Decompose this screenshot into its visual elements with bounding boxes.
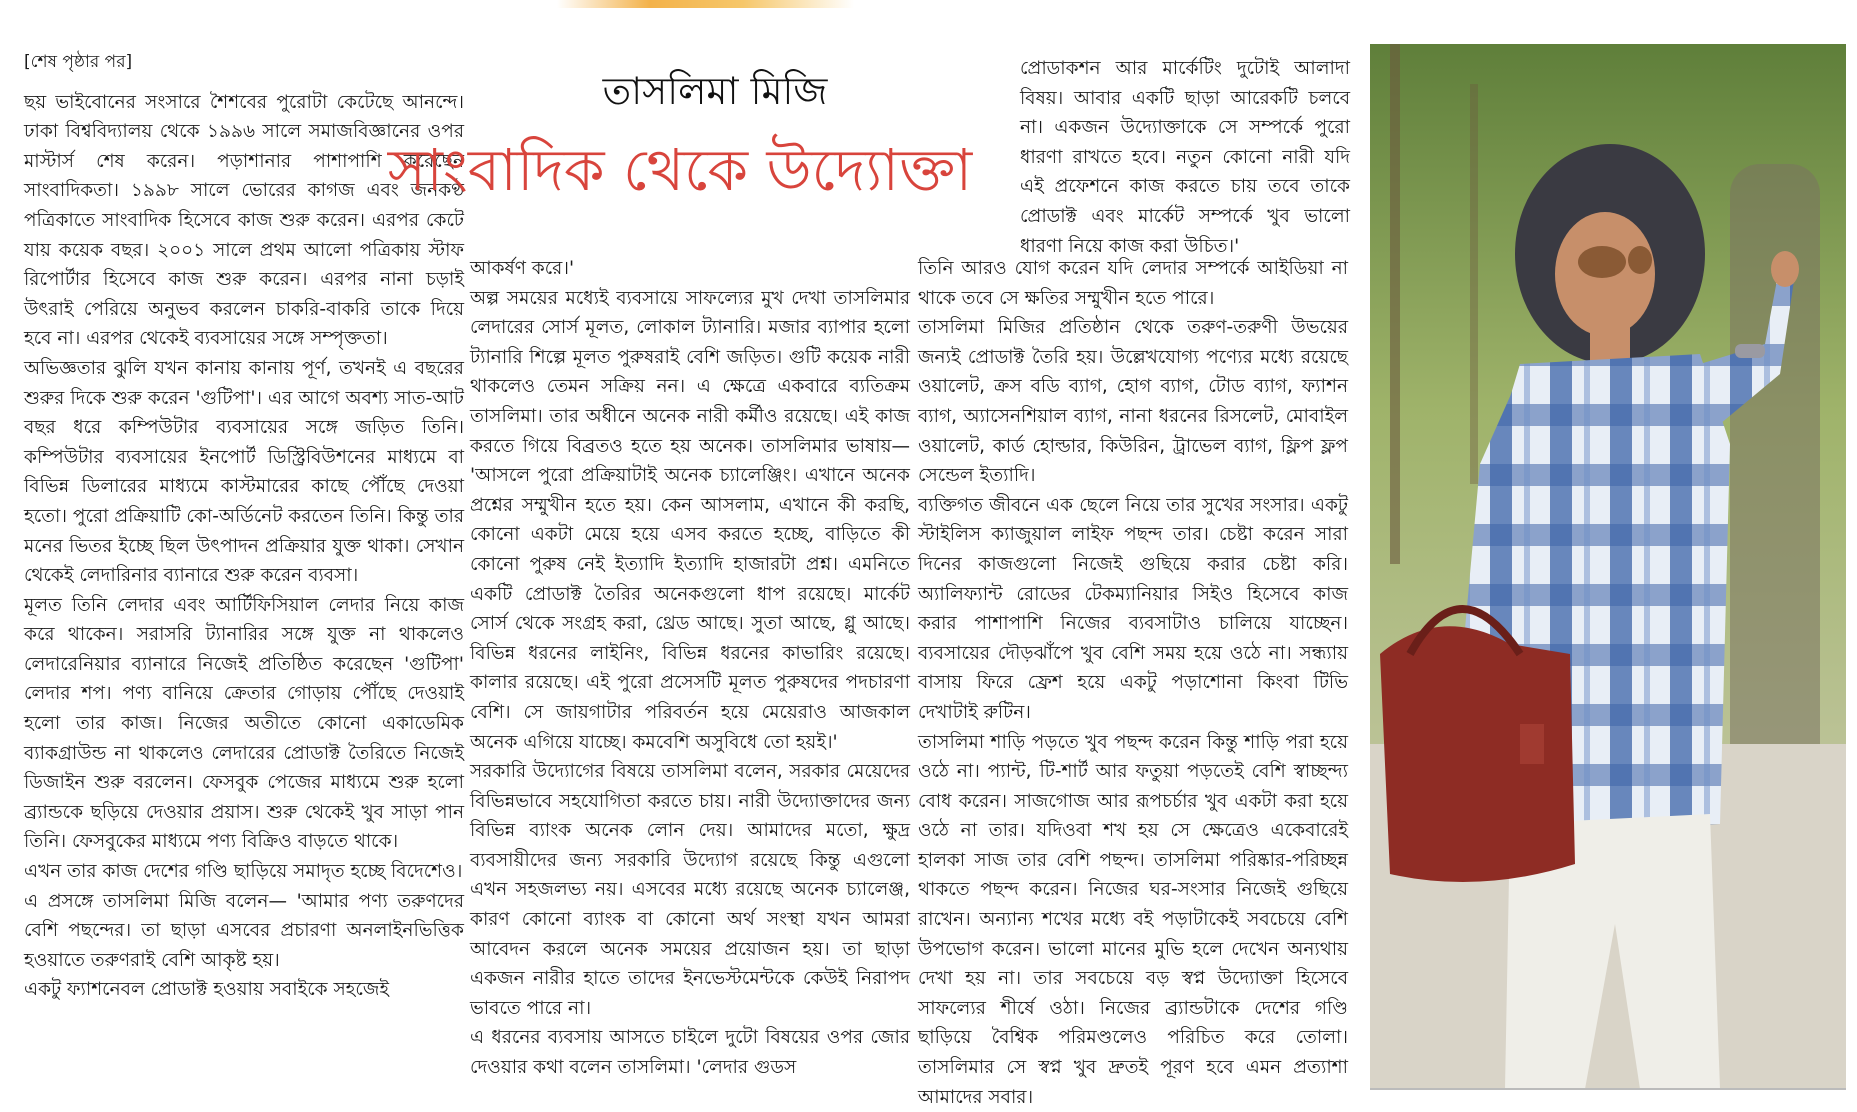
author-name: তাসলিমা মিজি <box>530 62 900 126</box>
article-column-3 <box>918 254 1348 1088</box>
decorative-top-strip <box>0 0 1857 8</box>
portrait-illustration <box>1370 44 1846 1089</box>
paragraph: এ প্রসঙ্গে তাসলিমা মিজি বলেন— 'আমার পণ্য তরুণদের বেশি পছন্দের। তা ছাড়া এসবের প্রচারণা অনলাইনভিত্তিক হওয়াতে তরুণরাই বেশি আকৃষ্ট হয়। <box>24 887 464 976</box>
paragraph: সরকারি উদ্যোগের বিষয়ে তাসলিমা বলেন, সরকার মেয়েদের বিভিন্নভাবে সহযোগিতা করতে চায়। নারী উদ্যোক্তাদের জন্য বিভিন্ন ব্যাংক অনেক লোন দেয়। আমাদের মতো, ক্ষুদ্র ব্যবসায়ীদের জন্য সরকারি উদ্যোগ রয়েছে কিন্তু এগুলো এখন সহজলভ্য নয়। এসবের মধ্যে রয়েছে অনেক চ্যালেঞ্জ, কারণ কোনো ব্যাংক বা কোনো অর্থ সংস্থা যখন আমরা আবেদন করলে অনেক সময়ের প্রয়োজন হয়। তা ছাড়া একজন নারীর হাতে তাদের ইনভেস্টমেন্টকে কেউই নিরাপদ ভাবতে পারে না। <box>470 757 910 1023</box>
paragraph: এখন তার কাজ দেশের গণ্ডি ছাড়িয়ে সমাদৃত হচ্ছে বিদেশেও। <box>24 857 464 887</box>
paragraph: এ ধরনের ব্যবসায় আসতে চাইলে দুটো বিষয়ের ওপর জোর দেওয়ার কথা বলেন তাসলিমা। 'লেদার গুডস <box>470 1023 910 1082</box>
paragraph: একটু ফ্যাশনেবল প্রোডাক্ট হওয়ায় সবাইকে সহজেই <box>24 975 464 1005</box>
paragraph: অভিজ্ঞতার ঝুলি যখন কানায় কানায় পূর্ণ, তখনই এ বছরের শুরুর দিকে শুরু করেন 'গুটিপা'। এর আগে অবশ্য সাত-আট বছর ধরে কম্পিউটার ব্যবসায়ের সঙ্গে জড়িত তিনি। কম্পিউটার ব্যবসায়ের ইনপোর্ট ডিস্ট্রিবিউশনের মাধ্যমে বা বিভিন্ন ডিলারের মাধ্যমে কাস্টমারের কাছে পৌঁছে দেওয়া হতো। পুরো প্রক্রিয়াটি কো-অর্ডিনেট করতেন তিনি। কিন্তু তার মনের ভিতর ইচ্ছে ছিল উৎপাদন প্রক্রিয়ার যুক্ত থাকা। সেখান থেকেই লেদারিনার ব্যানারে শুরু করেন ব্যবসা। <box>24 354 464 591</box>
paragraph: তাসলিমা শাড়ি পড়তে খুব পছন্দ করেন কিন্তু শাড়ি পরা হয়ে ওঠে না। প্যান্ট, টি-শার্ট আর ফতুয়া পড়তেই বেশি স্বাচ্ছন্দ্য বোধ করেন। সাজগোজ আর রূপচর্চার খুব একটা করা হয়ে ওঠে না তার। যদিওবা শখ হয় সে ক্ষেত্রেও একেবারেই হালকা সাজ তার বেশি পছন্দ। তাসলিমা পরিষ্কার-পরিচ্ছন্ন থাকতে পছন্দ করেন। নিজের ঘর-সংসার নিজেই গুছিয়ে রাখেন। অন্যান্য শখের মধ্যে বই পড়াটাকেই সবচেয়ে বেশি উপভোগ করেন। ভালো মানের মুভি হলে দেখেন অন্যথায় দেখা হয় না। তার সবচেয়ে বড় স্বপ্ন উদ্যোক্তা হিসেবে সাফল্যের শীর্ষে ওঠা। নিজের ব্র্যান্ডটাকে দেশের গণ্ডি ছাড়িয়ে বৈশ্বিক পরিমণ্ডলেও পরিচিত করে তোলা। তাসলিমার সে স্বপ্ন খুব দ্রুতই পূরণ হবে এমন প্রত্যাশা আমাদের সবার। <box>918 728 1348 1112</box>
photo-border <box>1370 1088 1846 1090</box>
paragraph: তিনি আরও যোগ করেন যদি লেদার সম্পর্কে আইডিয়া না থাকে তবে সে ক্ষতির সম্মুখীন হতে পারে। <box>918 254 1348 313</box>
paragraph: তাসলিমা মিজির প্রতিষ্ঠান থেকে তরুণ-তরুণী উভয়ের জন্যই প্রোডাক্ট তৈরি হয়। উল্লেখযোগ্য পণ্যের মধ্যে রয়েছে ওয়ালেট, ক্রস বডি ব্যাগ, হোগ ব্যাগ, টোড ব্যাগ, ফ্যাশন ব্যাগ, অ্যাসেনশিয়াল ব্যাগ, নানা ধরনের রিসলেট, মোবাইল ওয়ালেট, কার্ড হোল্ডার, কিউরিন, ট্রাভেল ব্যাগ, ফ্লিপ ফ্লপ সেন্ডেল ইত্যাদি। <box>918 313 1348 491</box>
article-column-3-top <box>1020 54 1350 254</box>
paragraph: ছয় ভাইবোনের সংসারে শৈশবের পুরোটা কেটেছে আনন্দে। ঢাকা বিশ্ববিদ্যালয় থেকে ১৯৯৬ সালে সমাজবিজ্ঞানের ওপর মাস্টার্স শেষ করেন। পড়াশানার পাশাপাশি করেছেন সাংবাদিকতা। ১৯৯৮ সালে ভোরের কাগজ এবং জনকণ্ঠ পত্রিকাতে সাংবাদিক হিসেবে কাজ শুরু করেন। এরপর কেটে যায় কয়েক বছর। ২০০১ সালে প্রথম আলো পত্রিকায় স্টাফ রিপোর্টার হিসেবে কাজ শুরু করেন। এরপর নানা চড়াই উৎরাই পেরিয়ে অনুভব করলেন চাকরি-বাকরি তাকে দিয়ে হবে না। এরপর থেকেই ব্যবসায়ের সঙ্গে সম্পৃক্ততা। <box>24 88 464 354</box>
headline: সাংবাদিক থেকে উদ্যোক্তা <box>370 130 990 210</box>
paragraph: ব্যক্তিগত জীবনে এক ছেলে নিয়ে তার সুখের সংসার। একটু স্টাইলিস ক্যাজুয়াল লাইফ পছন্দ তার। চেষ্টা করেন সারা দিনের কাজগুলো নিজেই গুছিয়ে করার চেষ্টা করি। অ্যালিফ্যান্ট রোডের টেকম্যানিয়ার সিইও হিসেবে কাজ করার পাশাপাশি নিজের ব্যবসাটাও চালিয়ে যাচ্ছেন। ব্যবসায়ের দৌড়ঝাঁপে খুব বেশি সময় হয়ে ওঠে না। সন্ধ্যায় বাসায় ফিরে ফ্রেশ হয়ে একটু পড়াশোনা কিংবা টিভি দেখাটাই রুটিন। <box>918 491 1348 728</box>
paragraph: অল্প সময়ের মধ্যেই ব্যবসায়ে সাফল্যের মুখ দেখা তাসলিমার লেদারের সোর্স মূলত, লোকাল ট্যানারি। মজার ব্যাপার হলো ট্যানারি শিল্পে মূলত পুরুষরাই বেশি জড়িত। গুটি কয়েক নারী থাকলেও তেমন সক্রিয় নন। এ ক্ষেত্রে একবারে ব্যতিক্রম তাসলিমা। তার অধীনে অনেক নারী কর্মীও রয়েছে। এই কাজ করতে গিয়ে বিব্রতও হতে হয় অনেক। তাসলিমার ভাষায়— 'আসলে পুরো প্রক্রিয়াটাই অনেক চ্যালেঞ্জিং। এখানে অনেক প্রশ্নের সম্মুখীন হতে হয়। কেন আসলাম, এখানে কী করছি, কোনো একটা মেয়ে হয়ে এসব করতে হচ্ছে, বাড়িতে কী কোনো পুরুষ নেই ইত্যাদি ইত্যাদি হাজারটা প্রশ্ন। এমনিতে একটি প্রোডাক্ট তৈরির অনেকগুলো ধাপ রয়েছে। মার্কেট সোর্স থেকে সংগ্রহ করা, থ্রেড আছে। সুতা আছে, গ্লু আছে। বিভিন্ন ধরনের লাইনিং, বিভিন্ন ধরনের কাভারিং রয়েছে। কালার রয়েছে। এই পুরো প্রসেসটি মূলত পুরুষদের পদচারণা বেশি। সে জায়গাটার পরিবর্তন হয়ে মেয়েরাও আজকাল অনেক এগিয়ে যাচ্ছে। কমবেশি অসুবিধে তো হয়ই।' <box>470 284 910 758</box>
portrait-photo <box>1370 44 1846 1089</box>
article-column-2 <box>470 254 910 1088</box>
paragraph: প্রোডাকশন আর মার্কেটিং দুটোই আলাদা বিষয়। আবার একটি ছাড়া আরেকটি চলবে না। একজন উদ্যোক্তাকে সে সম্পর্কে পুরো ধারণা রাখতে হবে। নতুন কোনো নারী যদি এই প্রফেশনে কাজ করতে চায় তবে তাকে প্রোডাক্ট এবং মার্কেট সম্পর্কে খুব ভালো ধারণা নিয়ে কাজ করা উচিত।' <box>1020 54 1350 261</box>
paragraph: আকর্ষণ করে।' <box>470 254 910 284</box>
continued-label: [শেষ পৃষ্ঠার পর] <box>24 48 464 78</box>
paragraph: মূলত তিনি লেদার এবং আর্টিফিসিয়াল লেদার নিয়ে কাজ করে থাকেন। সরাসরি ট্যানারির সঙ্গে যুক্ত না থাকলেও লেদারেনিয়ার ব্যানারে নিজেই প্রতিষ্ঠিত করেছেন 'গুটিপা' লেদার শপ। পণ্য বানিয়ে ক্রেতার গোড়ায় পৌঁছে দেওয়াই হলো তার কাজ। নিজের অতীতে কোনো একাডেমিক ব্যাকগ্রাউন্ড না থাকলেও লেদারের প্রোডাক্ট তৈরিতে নিজেই ডিজাইন শুরু বরলেন। ফেসবুক পেজের মাধ্যমে শুরু হলো ব্র্যান্ডকে ছড়িয়ে দেওয়ার প্রয়াস। শুরু থেকেই খুব সাড়া পান তিনি। ফেসবুকের মাধ্যমে পণ্য বিক্রিও বাড়তে থাকে। <box>24 591 464 857</box>
